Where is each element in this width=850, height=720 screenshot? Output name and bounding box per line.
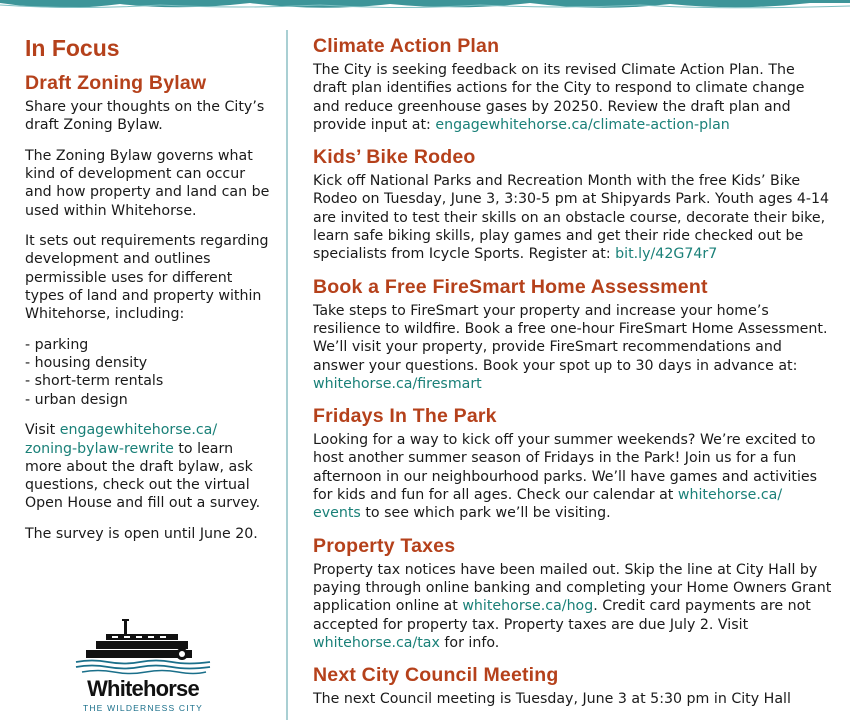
news-column <box>313 34 833 719</box>
column-divider <box>286 30 288 720</box>
taxes-text-2: . Credit card payments are not accepted for property tax. Property taxes are due July 2. Visit <box>313 598 811 633</box>
bike-rodeo-heading: Kids’ Bike Rodeo <box>313 146 476 169</box>
zoning-description: The Zoning Bylaw governs what kind of development can occur and how property and land can be used within Whitehorse. <box>25 147 270 219</box>
sternwheeler-icon <box>72 618 214 678</box>
list-item: - urban design <box>25 391 128 408</box>
list-item: - short-term rentals <box>25 373 164 390</box>
zoning-bylaw-link[interactable]: engagewhitehorse.ca/ zoning-bylaw-rewrite <box>25 422 218 457</box>
climate-action-heading: Climate Action Plan <box>313 35 500 57</box>
zoning-intro: Share your thoughts on the City’s draft Zoning Bylaw. <box>25 99 265 134</box>
logo-wordmark: Whitehorse <box>87 676 199 701</box>
visit-prefix: Visit <box>25 422 60 439</box>
in-focus-column <box>25 34 273 555</box>
firesmart-body <box>313 302 833 393</box>
climate-action-link[interactable]: engagewhitehorse.ca/climate-action-plan <box>435 116 730 133</box>
fridays-park-text: Looking for a way to kick off your summer weekends? We’re excited to host another summer season of Fridays in the Park! Join us for a fun afternoon in our neighbourhood parks. We’ll have games and activities for kids and fun for all ages. Check our calendar at <box>313 432 818 504</box>
list-item: - parking <box>25 336 89 353</box>
list-item: - housing density <box>25 355 148 372</box>
fridays-park-body <box>313 431 833 522</box>
council-meeting-body: The next Council meeting is Tuesday, June 3 at 5:30 pm in City Hall <box>313 691 791 708</box>
bike-rodeo-body <box>313 172 833 263</box>
in-focus-heading: In Focus <box>25 35 120 61</box>
firesmart-heading: Book a Free FireSmart Home Assessment <box>313 275 708 298</box>
draft-zoning-heading: Draft Zoning Bylaw <box>25 72 207 94</box>
fridays-park-heading: Fridays In The Park <box>313 405 497 428</box>
climate-action-body <box>313 61 833 134</box>
survey-deadline: The survey is open until June 20. <box>25 525 258 542</box>
zoning-visit-text <box>25 421 273 512</box>
zoning-uses-list <box>25 336 273 409</box>
firesmart-text: Take steps to FireSmart your property and increase your home’s resilience to wildfire. Book a free one-hour FireSmart Home Assessment. We’ll visit your property, provide FireSmart recommendations and answer your questions. Book your spot up to 30 days in advance at: <box>313 302 828 374</box>
decorative-wave-banner <box>0 0 850 12</box>
council-meeting-heading: Next City Council Meeting <box>313 664 559 687</box>
logo-tagline: THE WILDERNESS CITY <box>82 703 204 713</box>
climate-action-text: The City is seeking feedback on its revised Climate Action Plan. The draft plan identifies actions for the City to respond to climate change and reduce greenhouse gases by 20250. Review the draft plan and provide input at: <box>313 62 805 133</box>
property-taxes-heading: Property Taxes <box>313 534 456 557</box>
fridays-events-link[interactable]: whitehorse.ca/ events <box>313 487 783 522</box>
tax-link[interactable]: whitehorse.ca/tax <box>313 634 440 651</box>
whitehorse-logo <box>72 618 214 718</box>
bike-rodeo-text: Kick off National Parks and Recreation Month with the free Kids’ Bike Rodeo on Tuesday, June 3, 3:30-5 pm at Shipyards Park. Youth ages 4-14 are invited to test their skills on an obstacle course, decorate their bike, learn safe biking skills, play games and get their ride checked out be specialists from Icycle Sports. Register at: <box>313 173 830 263</box>
firesmart-link[interactable]: whitehorse.ca/firesmart <box>313 375 482 392</box>
hog-link[interactable]: whitehorse.ca/hog <box>462 598 594 615</box>
zoning-requirements: It sets out requirements regarding development and outlines permissible uses for different types of land and property within Whitehorse, including: <box>25 233 269 323</box>
bike-rodeo-link[interactable]: bit.ly/42G74r7 <box>615 246 718 263</box>
taxes-text-3: for info. <box>439 634 500 651</box>
property-taxes-body <box>313 561 833 652</box>
fridays-park-suffix: to see which park we’ll be visiting. <box>360 505 611 522</box>
visit-suffix: to learn more about the draft bylaw, ask questions, check out the virtual Open House and fill out a survey. <box>25 440 261 512</box>
taxes-text-1: Property tax notices have been mailed out. Skip the line at City Hall by paying through online banking and completing your Home Owners Grant application online at <box>313 561 832 615</box>
